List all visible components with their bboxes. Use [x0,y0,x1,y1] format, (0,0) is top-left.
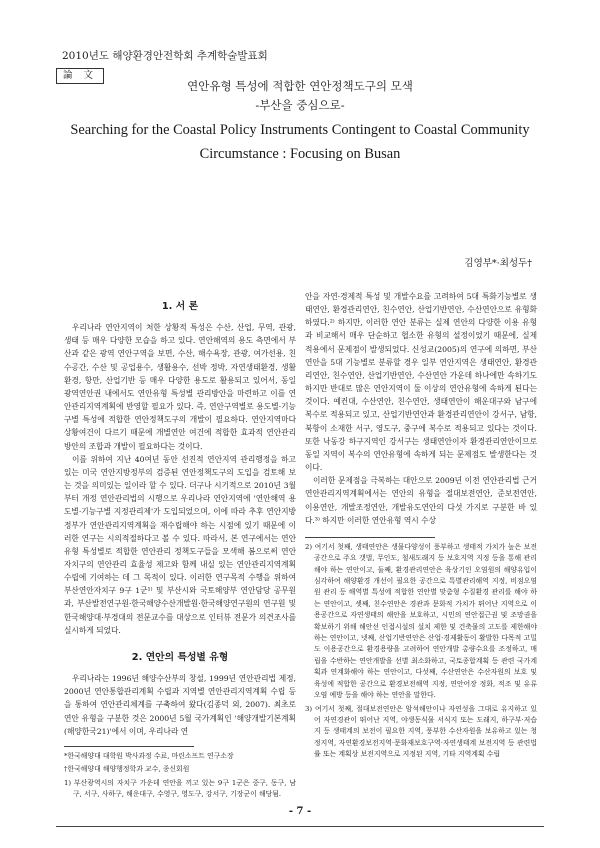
footnote-3: 3) 여기서 첫째, 절대보전연안은 암석해안이나 자연성을 그대로 유지하고 있어 자연경관이 뛰어난 지역, 야생동식물 서식지 또는 도래지, 하구부·저습지 등 생태계의 보전이 필요한 지역, 풍부한 수산자원을 보유하고 있는 청정지역, 자연환경보전지역·문화재보호구역·자연생태계 보전지역 등 관련법률 또는 계획상 보전지역으로 지정된 지역, 기타 지역계획 수립 [305,704,537,759]
body-paragraph: 이러한 문제점을 극복하는 대안으로 2009년 이전 연안관리법 근거 연안관리지역계획에서는 연안의 유형을 절대보전연안, 준보전연안, 이용연안, 개발조정연안, 개발유도연안의 다섯 가지로 구분한 바 있다.³⁾ 하지만 이러한 연안유형 역시 수상 [305,476,537,525]
author-line: 김영부*·최성두† [464,258,532,269]
footnote-divider [64,746,194,747]
page-bottom-rule [56,826,544,827]
body-paragraph: 우리나라는 1996년 해양수산부의 창설, 1999년 연안관리법 제정, 2000년 연안통합관리계획 수립과 지역별 연안관리지역계획 수립 등을 통하여 연안관리체계를 구축하여 왔다(김종덕 외, 2007). 최초로 연안 유형을 구분한 것은 2000년 5월 국가계획인 '해양개발기본계획(해양한국21)'에서 이며, 우리나라 연 [64,674,296,736]
section-1-heading: 1. 서 론 [161,301,199,312]
author-affiliation-1: *한국해양대 대학원 박사과정 수료, 마린소프트 연구소장 [64,751,234,760]
body-paragraph: 우리나라 연안지역이 처한 상황적 특성은 수산, 산업, 무역, 관광, 생태 등 매우 다양한 모습을 하고 있다. 연안해역의 용도 측면에서 부산과 같은 광역 연안구역을 보면, 수산, 해수욕장, 관광, 여가선용, 친수공간, 수산 및 공업용수, 생활용수, 선박 정박, 자연생태환경, 생활환경, 항만, 산업기반 등 매우 다양한 용도로 활용되고 있어서, 동일 광역연안권 내에서도 연안유형 특성별 관리방안을 마련하고 이를 연안관리지역계획에 반영할 필요가 있다. 즉, 연안구역별로 용도별·기능구별 특성에 적합한 연안정책도구의 개발이 필요하다. 연안지역마다 상황여건이 다르기 때문에 개별연안 여건에 적합한 효과적 연안관리방안의 조합과 개발이 필요하다는 것이다. [64,323,296,451]
title-korean: 연안유형 특성에 적합한 연안정책도구의 모색 [187,79,413,93]
page-number: - 7 - [288,806,312,817]
footnote-divider [305,537,435,538]
body-paragraph: 이를 위하여 지난 40여년 동안 선진적 연안지역 관리행정을 하고 있는 미국 연안지방정부의 검증된 연안정책도구의 도입을 검토해 보는 것을 의미있는 일이라 할 수 있다. 더구나 시기적으로 2010년 3월부터 개정 연안관리법의 시행으로 우리나라 연안지역에 '연안해역 용도별·기능구별 지정관리제'가 도입되었으며, 이에 따라 추후 연안지방정부가 연안관리지역계획을 재수립해야 하는 시점에 있기 때문에 이러한 연구는 시의적절하다고 볼 수 있다. 따라서, 본 연구에서는 연안유형 특성별로 적합한 연안관리 정책도구들을 모색해 봄으로써 연안자치구의 연안관리 효율성 제고와 함께 내실 있는 연안관리지역계획 수립에 기여하는 데 그 목적이 있다. 이러한 연구목적 수행을 위하여 부산연안자치구 9구 1군¹⁾ 및 부산시와 국토해양부 연안담당 공무원과, 부산발전연구원·한국해양수산개발원·한국해양연구원의 연구원 및 한국해양대·부경대의 전문교수를 대상으로 인터뷰 전문가 의견조사를 실시하게 되었다. [64,454,296,635]
title-english-line-1: Searching for the Coastal Policy Instruments Contingent to Coastal Community [70,122,530,138]
title-english-line-2: Circumstance : Focusing on Busan [199,146,401,162]
journal-header: 2010년도 해양환경안전학회 추계학술발표회 [62,50,268,62]
body-paragraph: 안을 자연·경제적 특성 및 개발수요를 고려하여 5대 특화기능별로 생태연안, 환경관리연안, 친수연안, 산업기반연안, 수산연안으로 유형화하였다.²⁾ 하지만, 이러한 연안 분류는 실제 연안의 다양한 이용 유형과 비교해서 매우 단순하고 협소한 유형의 설정이었기 때문에, 실제 적용에서 문제점이 발생되었다. 신성교(2005)의 연구에 의하면, 부산연안을 5대 기능별로 분류할 경우 일부 연안지역은 생태연안, 환경관리연안, 친수연안, 산업기반연안, 수산연안 가운데 하나에만 속하기도 하지만 반대로 많은 연안지역이 둘 이상의 연안유형에 속하게 된다는 것이다. 예컨대, 수산연안, 친수연안, 생태연안이 해운대구와 남구에 복수로 적용되고 있고, 산업기반연안과 환경관리연안이 강서구, 남항, 북항이 소재한 서구, 영도구, 중구에 복수로 적용되고 있다는 것이다. 또한 낙동강 하구지역인 강서구는 생태연안이자 환경관리연안이므로 동일 지역이 복수의 연안유형에 속하게 되는 문제점도 발생한다는 것이다. [305,292,537,473]
left-column [64,290,296,802]
section-2-heading: 2. 연안의 특성별 유형 [131,651,229,663]
article-type-tag: 論 文 [56,68,104,84]
footnote-2: 2) 여기서 첫째, 생태연안은 생물다양성이 풍부하고 생태적 가치가 높은 보전공간으로 주요 갯벌, 무인도, 철새도래지 등 보호지역 지정 등을 통해 관리해야 하는 연안이고, 둘째, 환경관리연안은 육상기인 오염원의 해양유입이 심각하여 해양환경 개선이 필요한 공간으로 특별관리해역 지정, 비점오염원 관리 등 해역별 특성에 적합한 연안별 맞춤형 수질환경 관리를 해야 하는 연안이고, 셋째, 친수연안은 경관과 문화적 가치가 뛰어난 지역으로 이용공간으로 자연생태의 해안을 보호하고, 시민의 연안접근권 및 조망권을 확보하기 위해 해안선 인접시설의 설치 제한 및 건축물의 고도를 제한해야 하는 연안이고, 넷째, 산업기반연안은 산업·경제활동이 활발한 다목적 고밀도 이용공간으로 환경용량을 고려하여 연안개발 총량수요를 조정하고, 매립을 수반하는 연안개발을 선별 최소화하고, 국토종합계획 등 관련 국가계획과 연계화해야 하는 연안이고, 다섯째, 수산연안은 수산자원의 보호 및 육성에 적합한 공간으로 환경보전해역 지정, 연안어장 정화, 적조 및 유류오염 예방 등을 해야 하는 연안을 말한다. [305,542,537,700]
footnote-1: 1) 부산광역시의 자치구 가운데 연안을 끼고 있는 9구 1군은 중구, 동구, 남구, 서구, 사하구, 해운대구, 수영구, 영도구, 강서구, 기장군이 해당됨. [64,778,296,799]
author-affiliation-2: †한국해양대 해양행정학과 교수, 종신회원 [64,765,190,774]
right-column [305,290,537,763]
subtitle-korean: -부산을 중심으로- [255,98,345,112]
